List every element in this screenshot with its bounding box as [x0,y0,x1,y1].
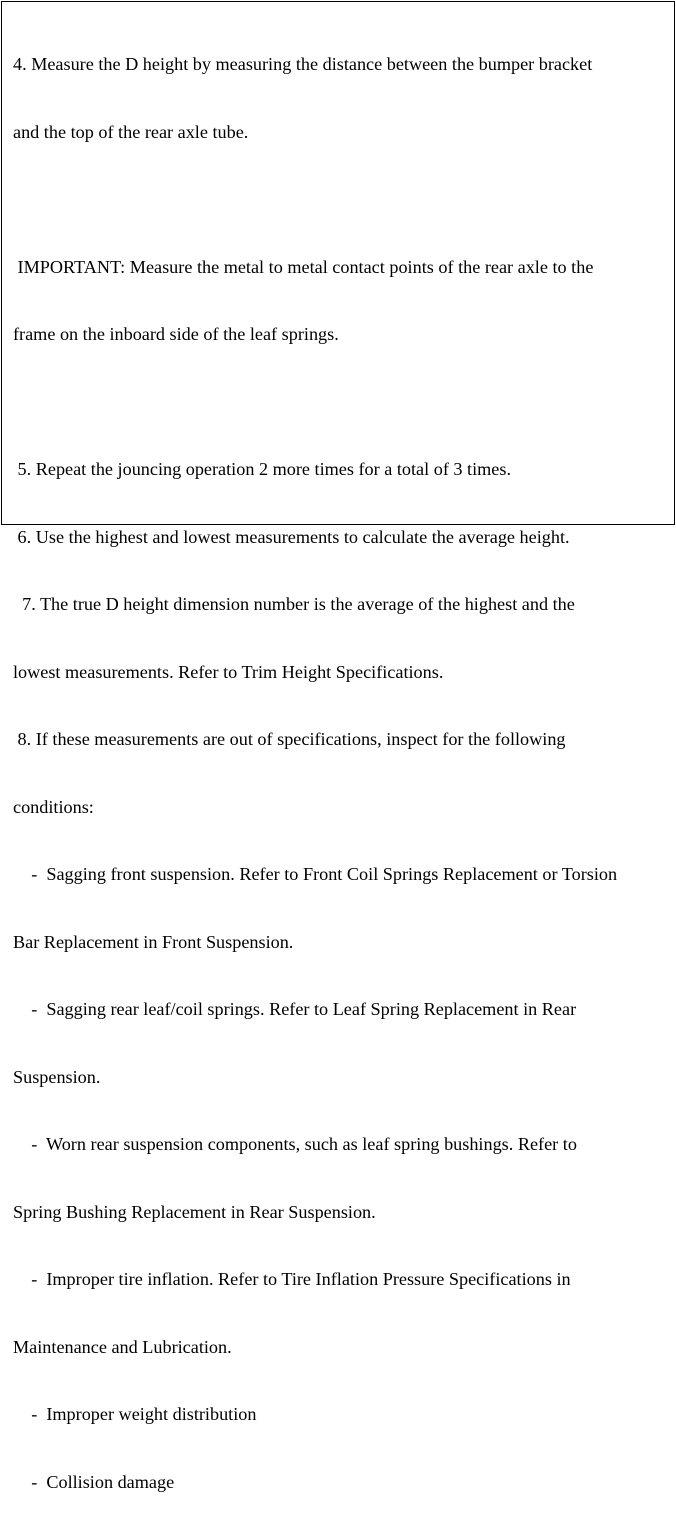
text-line: Suspension. [13,1066,101,1087]
text-line: 6. Use the highest and lowest measurements to calculate the average height. [13,526,570,547]
text-line: 5. Repeat the jouncing operation 2 more times for a total of 3 times. [13,459,512,479]
text-line: frame on the inboard side of the leaf springs. [13,324,339,344]
blank-line [13,188,671,211]
text-line: - Worn rear suspension components, such as leaf spring bushings. Refer to [13,1134,577,1154]
text-line: lowest measurements. Refer to Trim Height Specifications. [13,661,444,682]
text-line: conditions: [13,796,94,817]
document-frame [1,1,675,1492]
blank-line [13,391,671,414]
text-line: - Improper tire inflation. Refer to Tire Inflation Pressure Specifications in [13,1269,571,1289]
text-line: - Sagging rear leaf/coil springs. Refer to Leaf Spring Replacement in Rear [13,999,577,1019]
text-line: 4. Measure the D height by measuring the distance between the bumper bracket [13,54,593,74]
text-line: Spring Bushing Replacement in Rear Suspension. [13,1201,376,1222]
document-body [13,8,671,1538]
text-line: - Sagging front suspension. Refer to Front Coil Springs Replacement or Torsion [13,864,618,884]
text-line: - Improper weight distribution [13,1404,257,1424]
text-line: 8. If these measurements are out of specifications, inspect for the following [13,729,566,749]
text-line: Maintenance and Lubrication. [13,1336,232,1357]
text-line: 7. The true D height dimension number is the average of the highest and the [13,594,575,614]
text-line: IMPORTANT: Measure the metal to metal contact points of the rear axle to the [13,256,594,277]
text-line: - Collision damage [13,1471,175,1492]
text-line: and the top of the rear axle tube. [13,121,249,142]
text-line: Bar Replacement in Front Suspension. [13,931,294,952]
